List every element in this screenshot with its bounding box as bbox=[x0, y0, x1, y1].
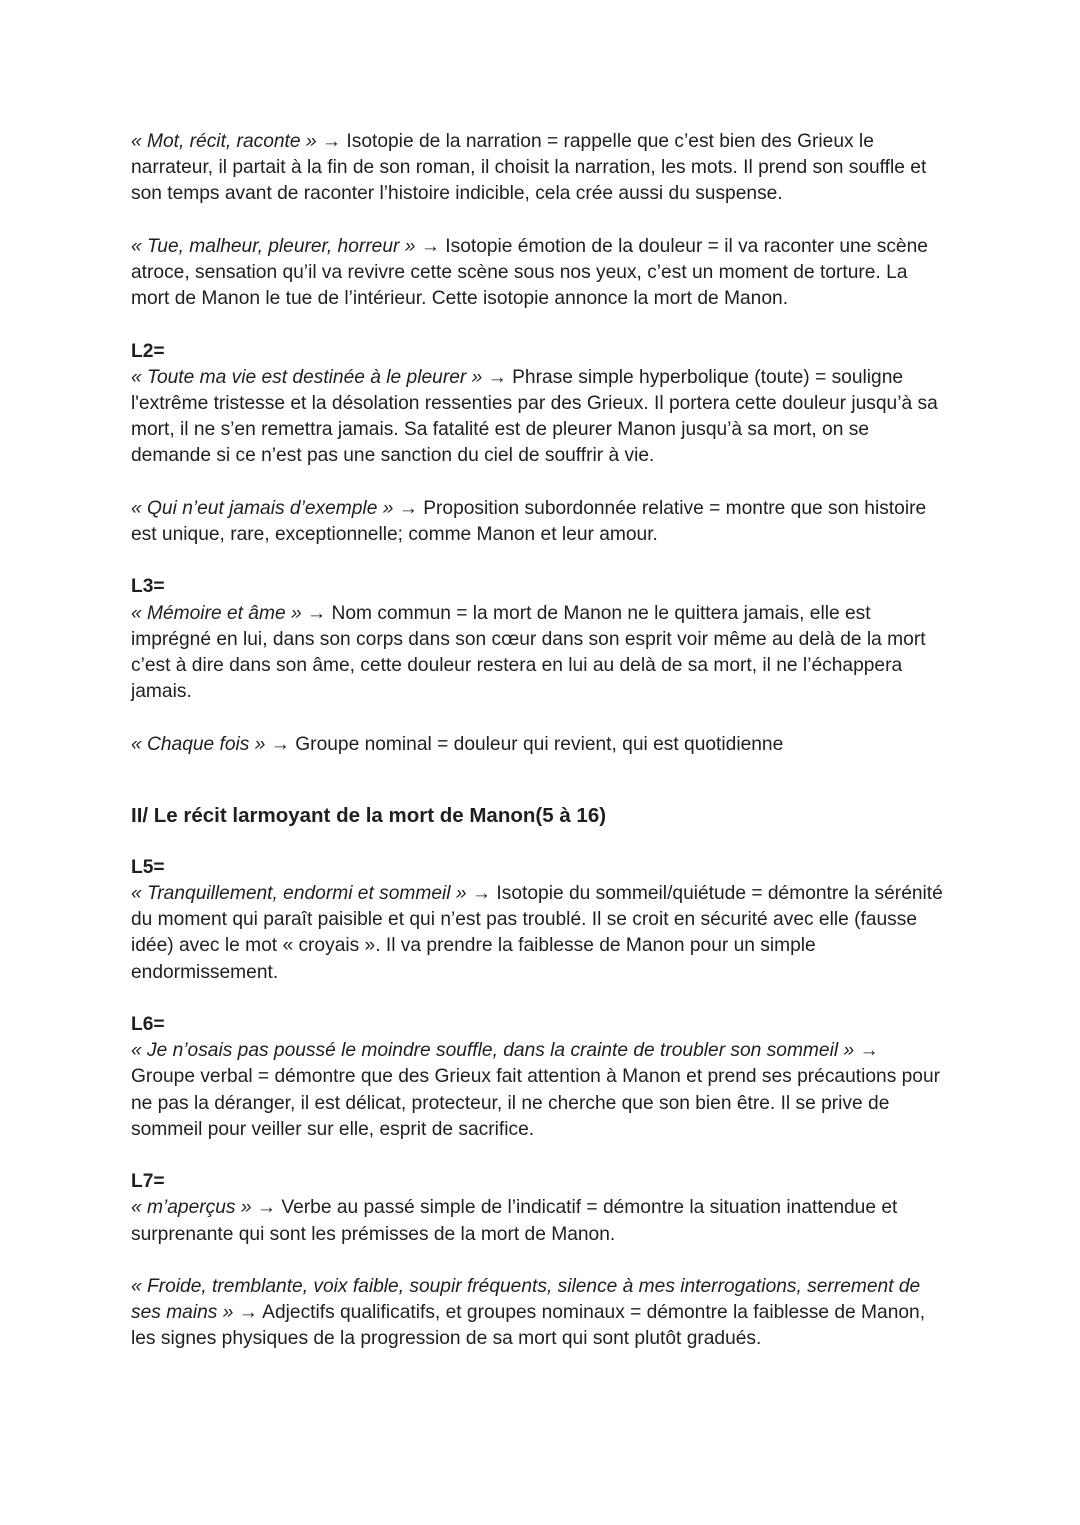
line-label-l7: L7= bbox=[131, 1171, 165, 1193]
analysis-text: → Isotopie émotion de la douleur = il va raconter une scène atroce, sensation qu’il va revivre cette scène sous nos yeux, c’est un moment de torture. La mort de Manon le tue de l’intérieur. Cette isotopie annonce la mort de Manon. bbox=[131, 235, 928, 310]
quote: « m’aperçus » bbox=[131, 1197, 252, 1219]
paragraph-l3-memory bbox=[131, 601, 946, 706]
line-label-l5: L5= bbox=[131, 856, 165, 878]
paragraph-narration-isotopy bbox=[131, 129, 946, 208]
quote: « Chaque fois » bbox=[131, 733, 266, 755]
document-page bbox=[131, 129, 946, 1353]
paragraph-l7-signs bbox=[131, 1274, 946, 1353]
section-heading: II/ Le récit larmoyant de la mort de Manon(5 à 16) bbox=[131, 803, 607, 827]
quote: « Froide, tremblante, voix faible, soupir fréquents, silence à mes interrogations, serrement de ses mains » bbox=[131, 1276, 921, 1324]
quote: « Mot, récit, raconte » bbox=[131, 131, 317, 152]
quote: « Toute ma vie est destinée à le pleurer » bbox=[131, 366, 483, 388]
line-label-l6: L6= bbox=[131, 1014, 165, 1035]
paragraph-l3-each-time bbox=[131, 732, 946, 758]
quote: « Qui n’eut jamais d’exemple » bbox=[131, 497, 394, 519]
quote: « Mémoire et âme » bbox=[131, 602, 302, 624]
analysis-text: → Adjectifs qualificatifs, et groupes nominaux = démontre la faiblesse de Manon, les signes physiques de la progression de sa mort qui sont plutôt gradués. bbox=[131, 1302, 926, 1350]
analysis-text: → Proposition subordonnée relative = montre que son histoire est unique, rare, exceptionnelle; comme Manon et leur amour. bbox=[131, 497, 927, 545]
paragraph-l5-sleep bbox=[131, 881, 946, 986]
quote: « Tranquillement, endormi et sommeil » bbox=[131, 883, 467, 904]
analysis-text: → Nom commun = la mort de Manon ne le quittera jamais, elle est imprégné en lui, dans son corps dans son cœur dans son esprit voir même au delà de la mort c’est à dire dans son âme, cette douleur restera en lui au delà de sa mort, il ne l’échappera jamais. bbox=[131, 602, 926, 703]
line-label-l2: L2= bbox=[131, 340, 165, 362]
analysis-text: → Isotopie de la narration = rappelle que c’est bien des Grieux le narrateur, il partait à la fin de son roman, il choisit la narration, les mots. Il prend son souffle et son temps avant de raconter l’histoire indicible, cela crée aussi du suspense. bbox=[131, 131, 927, 205]
analysis-text: → Isotopie du sommeil/quiétude = démontre la sérénité du moment qui paraît paisible et qui n’est pas troublé. Il se croit en sécurité avec elle (fausse idée) avec le mot « croyais ». Il va prendre la faiblesse de Manon pour un simple endormissement. bbox=[131, 883, 943, 983]
paragraph-l2-hyperbole bbox=[131, 365, 946, 470]
quote: « Tue, malheur, pleurer, horreur » bbox=[131, 235, 416, 257]
paragraph-l2-relative bbox=[131, 496, 946, 548]
analysis-text: → Phrase simple hyperbolique (toute) = souligne l'extrême tristesse et la désolation ressenties par des Grieux. Il portera cette douleur jusqu’à sa mort, il ne s’en remettra jamais. Sa fatalité est de pleurer Manon jusqu’à sa mort, on se demande si ce n’est pas une sanction du ciel de souffrir à vie. bbox=[131, 366, 938, 467]
paragraph-pain-isotopy bbox=[131, 234, 946, 313]
analysis-text: → Verbe au passé simple de l’indicatif = démontre la situation inattendue et surprenante qui sont les prémisses de la mort de Manon. bbox=[131, 1197, 898, 1245]
analysis-text: → Groupe verbal = démontre que des Grieux fait attention à Manon et prend ses précautions pour ne pas la déranger, il est délicat, protecteur, il ne cherche que son bien être. Il se prive de sommeil pour veiller sur elle, esprit de sacrifice. bbox=[131, 1040, 941, 1140]
paragraph-l6-care bbox=[131, 1038, 946, 1143]
line-label-l3: L3= bbox=[131, 576, 165, 598]
paragraph-l7-verb bbox=[131, 1195, 946, 1247]
quote: « Je n’osais pas poussé le moindre souffle, dans la crainte de troubler son sommeil » bbox=[131, 1040, 855, 1062]
analysis-text: → Groupe nominal = douleur qui revient, qui est quotidienne bbox=[265, 733, 784, 755]
